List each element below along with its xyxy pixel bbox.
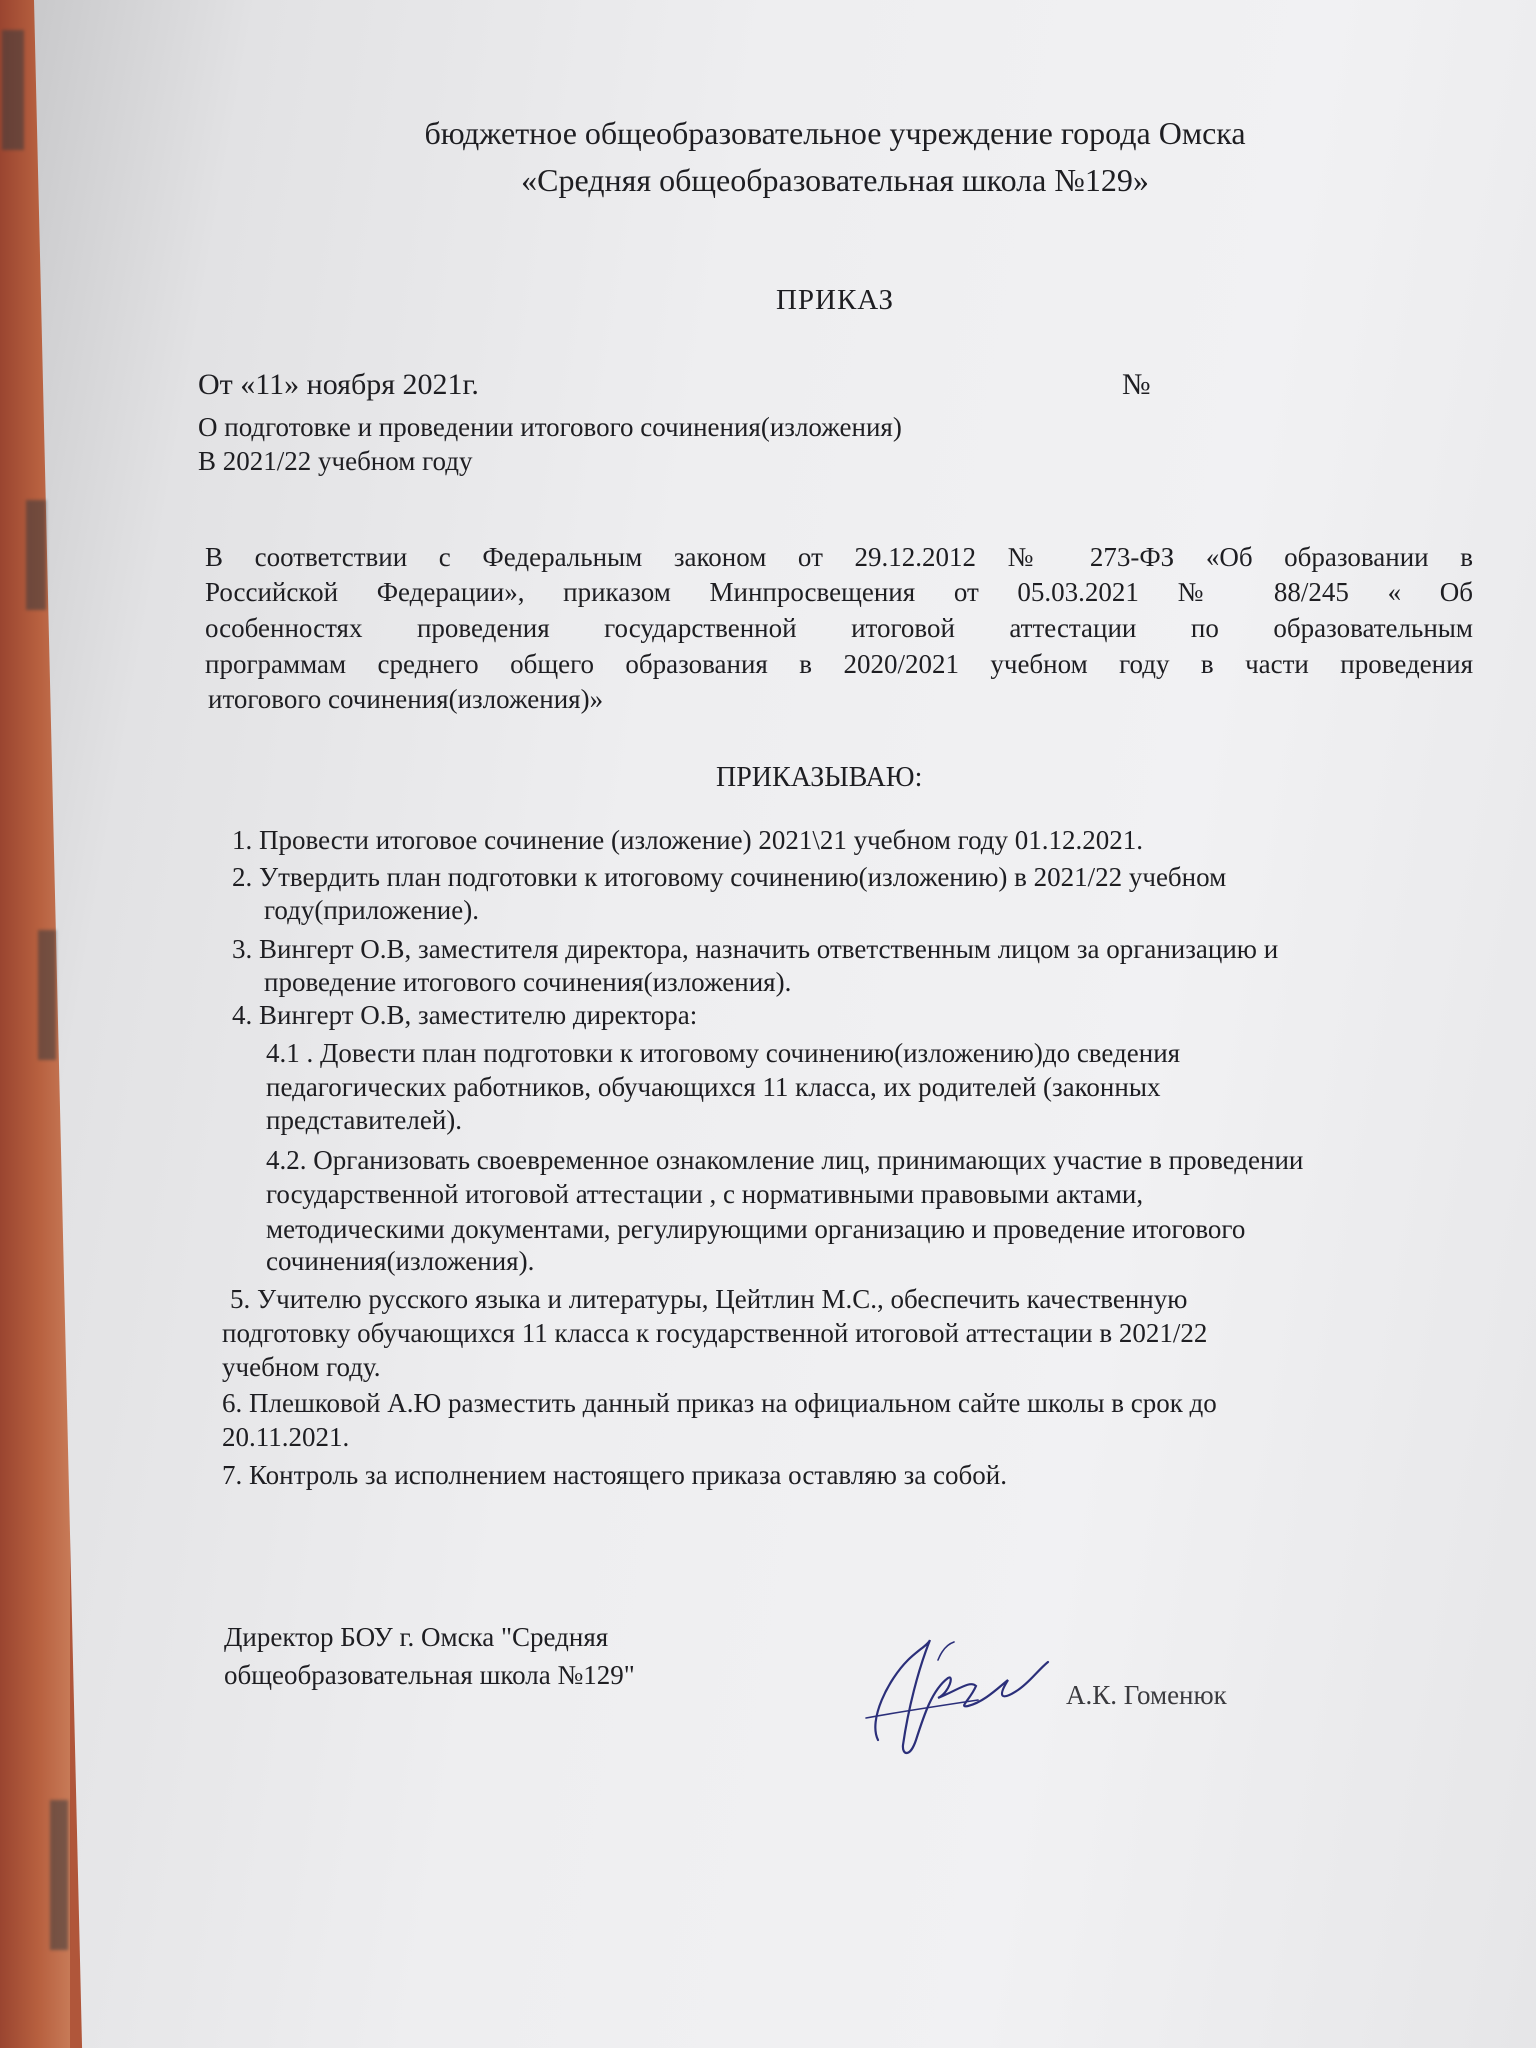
preamble-line: Российской Федерации», приказом Минпросвещения от 05.03.2021 № 88/245 « Об — [205, 577, 1473, 607]
order-date: От «11» ноября 2021г. — [198, 368, 479, 401]
signatory-name: А.К. Гоменюк — [1066, 1680, 1227, 1710]
order-number-label: № — [1122, 368, 1151, 401]
order-item-6-cont: 20.11.2021. — [222, 1422, 350, 1452]
order-item-3: 3. Вингерт О.В, заместителя директора, назначить ответственным лицом за организацию и — [232, 934, 1279, 964]
org-name: бюджетное общеобразовательное учреждение города Омска — [424, 115, 1246, 151]
order-item-4-2: 4.2. Организовать своевременное ознакомление лиц, принимающих участие в проведении — [266, 1145, 1304, 1175]
document-title: ПРИКАЗ — [775, 284, 895, 316]
order-word: ПРИКАЗЫВАЮ: — [716, 762, 923, 793]
handwritten-signature — [858, 1620, 1058, 1770]
preamble-line: итогового сочинения(изложения)» — [208, 684, 604, 714]
order-subject-line1: О подготовке и проведении итогового сочинения(изложения) — [198, 412, 902, 442]
scan-artifact — [50, 1800, 68, 1950]
order-item-5: 5. Учителю русского языка и литературы, Цейтлин М.С., обеспечить качественную — [230, 1284, 1188, 1314]
order-item-4-1-cont: педагогических работников, обучающихся 11 класса, их родителей (законных — [266, 1072, 1161, 1102]
order-item-2: 2. Утвердить план подготовки к итоговому сочинению(изложению) в 2021/22 учебном — [232, 862, 1227, 892]
order-item-4-1-cont: представителей). — [266, 1105, 463, 1135]
order-item-7: 7. Контроль за исполнением настоящего приказа оставляю за собой. — [222, 1460, 1007, 1490]
order-item-4-1: 4.1 . Довести план подготовки к итоговому сочинению(изложению)до сведения — [266, 1038, 1181, 1068]
order-item-4-2-cont: государственной итоговой аттестации , с нормативными правовыми актами, — [266, 1179, 1144, 1209]
order-item-4: 4. Вингерт О.В, заместителю директора: — [232, 1000, 698, 1030]
signatory-position: Директор БОУ г. Омска "Средняя — [224, 1622, 609, 1652]
order-item-5-cont: учебном году. — [222, 1352, 381, 1382]
order-item-4-2-cont: сочинения(изложения). — [266, 1246, 535, 1276]
order-item-4-2-cont: методическими документами, регулирующими организацию и проведение итогового — [266, 1214, 1246, 1244]
order-item-6: 6. Плешковой А.Ю разместить данный приказ на официальном сайте школы в срок до — [222, 1388, 1217, 1418]
order-item-3-cont: проведение итогового сочинения(изложения). — [264, 967, 792, 997]
scan-artifact — [26, 500, 46, 610]
order-item-5-cont: подготовку обучающихся 11 класса к государственной итоговой аттестации в 2021/22 — [222, 1318, 1208, 1348]
order-item-1: 1. Провести итоговое сочинение (изложение) 2021\21 учебном году 01.12.2021. — [232, 825, 1144, 855]
preamble-line: программам среднего общего образования в 2020/2021 учебном году в части проведения — [205, 649, 1473, 679]
preamble-line: особенностях проведения государственной итоговой аттестации по образовательным — [205, 613, 1473, 643]
preamble-line: В соответствии с Федеральным законом от 29.12.2012 № 273-ФЗ «Об образовании в — [205, 542, 1473, 572]
order-subject-line2: В 2021/22 учебном году — [198, 446, 473, 476]
school-name: «Средняя общеобразовательная школа №129» — [521, 162, 1149, 198]
order-item-2-cont: году(приложение). — [264, 895, 479, 925]
scan-artifact — [38, 930, 56, 1060]
signatory-position-cont: общеобразовательная школа №129" — [224, 1660, 635, 1690]
